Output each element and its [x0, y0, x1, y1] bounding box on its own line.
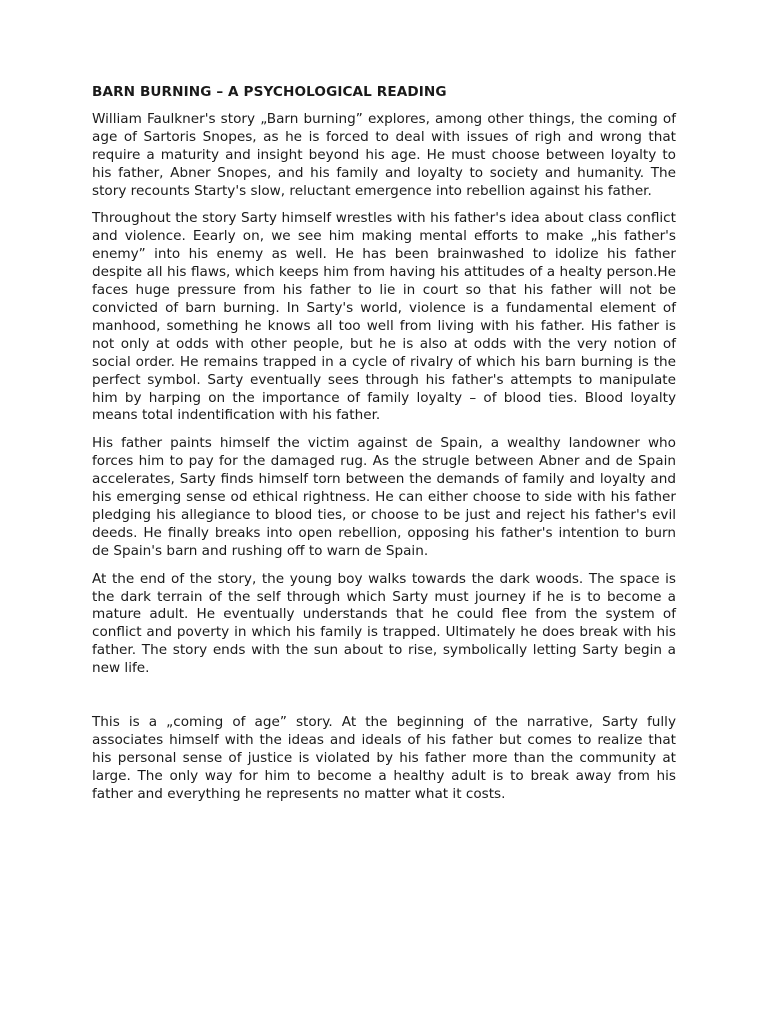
document-title: BARN BURNING – A PSYCHOLOGICAL READING [92, 84, 447, 100]
paragraph-5: This is a „coming of age” story. At the beginning of the narrative, Sarty fully associates himself with the ideas and ideals of his father but comes to realize that his personal sense of justice is violated by his father more than the community at large. The only way for him to become a healthy adult is to break away from his father and everything he represents no matter what it costs. [92, 714, 676, 802]
document-body [92, 84, 676, 814]
paragraph-2: Throughout the story Sarty himself wrestles with his father's idea about class conflict and violence. Eearly on, we see him making mental efforts to make „his father's enemy” into his enemy as well. He has been brainwashed to idolize his father despite all his flaws, which keeps him from having his attitudes of a healty person.He faces huge pressure from his father to lie in court so that his father will not be convicted of barn burning. In Sarty's world, violence is a fundamental element of manhood, something he knows all too well from living with his father. His father is not only at odds with other people, but he is also at odds with the very notion of social order. He remains trapped in a cycle of rivalry of which his barn burning is the perfect symbol. Sarty eventually sees through his father's attempts to manipulate him by harping on the importance of family loyalty – of blood ties. Blood loyalty means total indentification with his father. [92, 210, 676, 424]
paragraph-1: William Faulkner's story „Barn burning” explores, among other things, the coming of age of Sartoris Snopes, as he is forced to deal with issues of righ and wrong that require a maturity and insight beyond his age. He must choose between loyalty to his father, Abner Snopes, and his family and loyalty to society and humanity. The story recounts Starty's slow, reluctant emergence into rebellion against his father. [92, 110, 676, 199]
paragraph-3: His father paints himself the victim against de Spain, a wealthy landowner who forces him to pay for the damaged rug. As the strugle between Abner and de Spain accelerates, Sarty finds himself torn between the demands of family and loyalty and his emerging sense od ethical rightness. He can either choose to side with his father pledging his allegiance to blood ties, or choose to be just and reject his father's evil deeds. He finally breaks into open rebellion, opposing his father's intention to burn de Spain's barn and rushing off to warn de Spain. [92, 435, 676, 559]
paragraph-4: At the end of the story, the young boy walks towards the dark woods. The space is the dark terrain of the self through which Sarty must journey if he is to become a mature adult. He eventually understands that he could flee from the system of conflict and poverty in which his family is trapped. Ultimately he does break with his father. The story ends with the sun about to rise, symbolically letting Sarty begin a new life. [92, 570, 676, 677]
